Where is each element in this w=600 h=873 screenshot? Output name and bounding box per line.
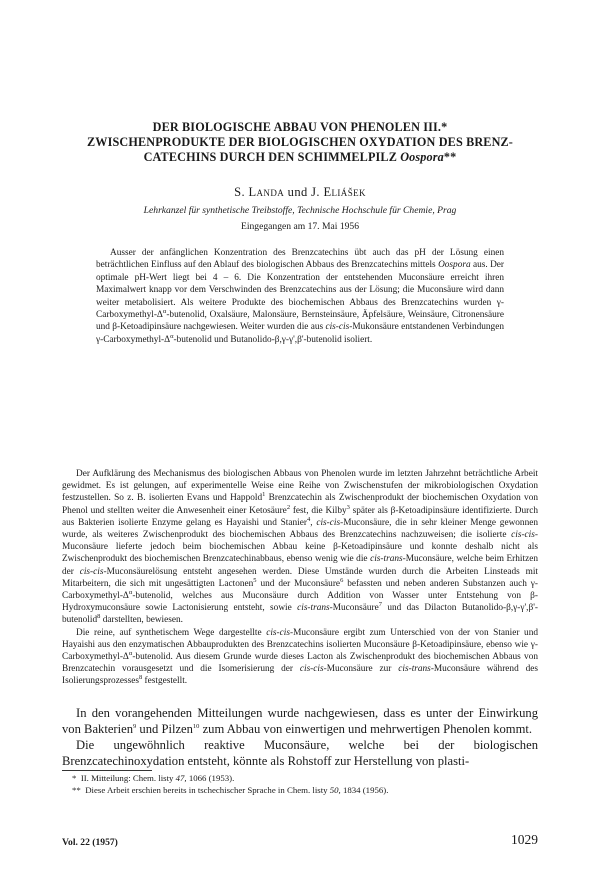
title-line-3: CATECHINS DURCH DEN SCHIMMELPILZ Oospora**: [143, 150, 457, 164]
body-paragraph-2: [62, 627, 538, 688]
footnote-rule: [62, 770, 152, 771]
title-line-2: ZWISCHENPRODUKTE DER BIOLOGISCHEN OXYDATION DES BRENZ-: [86, 135, 514, 149]
reference-mark: 8: [97, 613, 101, 621]
main-text: [62, 705, 538, 769]
text-run: befassten und neben anderen Substanzen auch γ-Carboxymethyl-Δ: [62, 578, 538, 602]
text-run: -Muconsäure, die in sehr kleiner Menge gewonnen wurde, als weiteres Zwischenprodukt des biochemischen Abbaus des Brenzcatechins nachzuweisen; die isolierte: [62, 517, 539, 541]
text-run: festgestellt.: [142, 676, 188, 687]
article-title: [62, 120, 538, 165]
text-run: -Muconsäure, welche beim Erhitzen der: [62, 554, 538, 577]
text-run: Brenzcatechin als Zwischenprodukt der biochemischen Oxydation von Phenol und stellten weiter die Anwesenheit einer Ketosäure: [62, 493, 538, 516]
text-run: und Pilzen: [136, 722, 193, 736]
title-line-1: DER BIOLOGISCHE ABBAU VON PHENOLEN III.*: [152, 120, 448, 134]
affiliation: Lehrkanzel für synthetische Treibstoffe, Technische Hochschule für Chemie, Prag: [143, 205, 457, 216]
text-run: -butenolid, welches aus Muconsäure durch Addition von Wasser unter Entstehung von β-Hydroxymuconsäure sowie Lactonisierung entsteht, sowie: [62, 591, 538, 614]
footnotes: [72, 773, 532, 796]
author-2: J. Eliášek: [311, 185, 366, 199]
text-run: cis-trans: [398, 664, 431, 675]
footnote-1: * II. Mitteilung: Chem. listy 47, 1066 (1953).: [72, 773, 235, 783]
main-paragraph-1: [62, 705, 538, 737]
text-run: ,: [310, 517, 317, 528]
author-1: S. Landa: [234, 185, 285, 199]
text-run: cis-cis: [511, 530, 535, 541]
text-run: In den vorangehenden Mitteilungen wurde nachgewiesen, dass es unter der Einwirkung von Bakterien: [62, 706, 538, 736]
main-paragraph-2: [62, 737, 538, 769]
footnote-2: ** Diese Arbeit erschien bereits in tschechischer Sprache in Chem. listy 50, 1834 (1956).: [72, 784, 389, 795]
text-run: cis-trans: [370, 554, 403, 565]
abstract-paragraph: Ausser der anfänglichen Konzentration des Brenzcatechins übt auch das pH der Lösung einen beträchtlichen Einfluss auf den Ablauf des biologischen Abbaus des Brenzcatechins mittels Oospora aus. Der optimale pH-Wert liegt bei 4 – 6. Die Konzentration der entstehenden Muconsäure erreicht ihren Maximalwert knapp vor dem Verschwinden des Brenzcatechins aus der Lösung; die Muconsäure wird dann weiter metabolisiert. Als weitere Produkte des biochemischen Abbaus des Brenzcatechins wurden $\gamma-Carboxymethyl-\Delta^\alpha$-butenolid, Oxalsäure, Malonsäure, Bernsteinsäure, Äpfelsäure, Weinsäure, Citronensäure und β-Ketoadipinsäure nachgewiesen. Weiter wurden die aus cis-cis-Mukonsäure entstandenen Verbindungen $\gamma-Carboxymethyl-\Delta^\alpha$-butenolid und Butanolido-β,γ-γ',β'-butenolid isoliert.: [96, 248, 505, 345]
body-text: [62, 468, 538, 688]
author-connector: und: [287, 185, 308, 199]
text-run: -Muconsäure lieferte jedoch beim biochemischen Abbau keine β-Ketoadipinsäure und konnte deshalb nicht als Zwischenprodukt des biochemischen Brenzcatechinabbaus, ebenso wenig wie die: [62, 530, 538, 565]
authors: [62, 185, 538, 200]
page-number: 1029: [511, 832, 538, 847]
reference-mark: 9: [133, 722, 137, 730]
reference-mark: 5: [253, 576, 257, 584]
reference-mark: 1: [262, 491, 266, 499]
body-paragraph-1: [62, 468, 538, 627]
reference-mark: 8: [138, 674, 143, 682]
text-run: cis-cis: [266, 627, 290, 638]
reference-mark: 4: [306, 515, 311, 523]
text-run: cis-trans: [297, 603, 330, 614]
reference-mark: 10: [192, 722, 200, 730]
text-run: -Muconsäure ergibt zum Unterschied von der von Stanier und Hayaishi aus den enzymatischen Abbauprodukten des Brenzcatechins isolierten Muconsäure β-Ketoadipinsäure, ebenso wie γ-Carboxymethyl-Δ: [62, 627, 538, 663]
title-italic-genus: Oospora: [400, 150, 444, 164]
text-run: -Muconsäurelösung entsteht angesehen werden. Diese Umstände wurden durch die Arbeiten Linsteads mit Mitarbeitern, die sich mit ungesättigten Lactonen: [62, 566, 538, 589]
text-run: cis-cis: [316, 517, 341, 528]
text-run: zum Abbau von einwertigen und mehrwertigen Phenolen kommt.: [199, 722, 533, 736]
reference-mark: α: [128, 588, 133, 596]
text-run: Die ungewöhnlich reaktive Muconsäure, welche bei der biologischen Brenzcatechinoxydation entsteht, könnte als Rohstoff zur Herstellung von plasti-: [62, 738, 538, 768]
reference-mark: 3: [346, 503, 350, 511]
text-run: darstellten, bewiesen.: [100, 615, 183, 626]
text-run: Die reine, auf synthetischem Wege dargestellte: [76, 627, 267, 638]
text-run: -Muconsäure zur: [323, 664, 399, 675]
text-run: später als β-Ketoadipinsäure identifizierte. Durch aus Bakterien isolierte Enzyme gelang es Hayaishi und Stanier: [62, 505, 538, 528]
journal-volume: Vol. 22 (1957): [62, 837, 118, 848]
reference-mark: 2: [286, 503, 291, 511]
text-run: cis-cis: [79, 566, 104, 577]
text-run: -butenolid. Aus diesem Grunde wurde dieses Lacton als Zwischenprodukt des biochemischen Abbaus von Brenzcatechin vorausgesetzt und die Isomerisierung der: [62, 652, 538, 675]
reference-mark: α: [128, 649, 133, 657]
text-run: -Muconsäure während des Isolierungsprozesses: [62, 664, 538, 687]
reference-mark: 6: [340, 576, 344, 584]
text-run: Der Aufklärung des Mechanismus des biologischen Abbaus von Phenolen wurde im letzten Jahrzehnt beträchtliche Arbeit gewidmet. Es ist gelungen, auf experimentelle Weise eine Reihe von Zwischenstufen der mikrobiologischen Oxydation festzustellen. So z. B. isolierten Evans und Happold: [62, 469, 538, 504]
received-date: Eingegangen am 17. Mai 1956: [240, 221, 360, 232]
text-run: fest, die Kilby: [290, 505, 347, 516]
reference-mark: 7: [378, 601, 382, 609]
text-run: -Muconsäure: [329, 603, 379, 614]
text-run: und der Muconsäure: [256, 578, 341, 589]
text-run: und das Dilacton Butanolido-β,γ-γ',β'-butenolid: [62, 603, 538, 626]
abstract: [96, 247, 504, 346]
text-run: cis-cis: [299, 664, 324, 675]
